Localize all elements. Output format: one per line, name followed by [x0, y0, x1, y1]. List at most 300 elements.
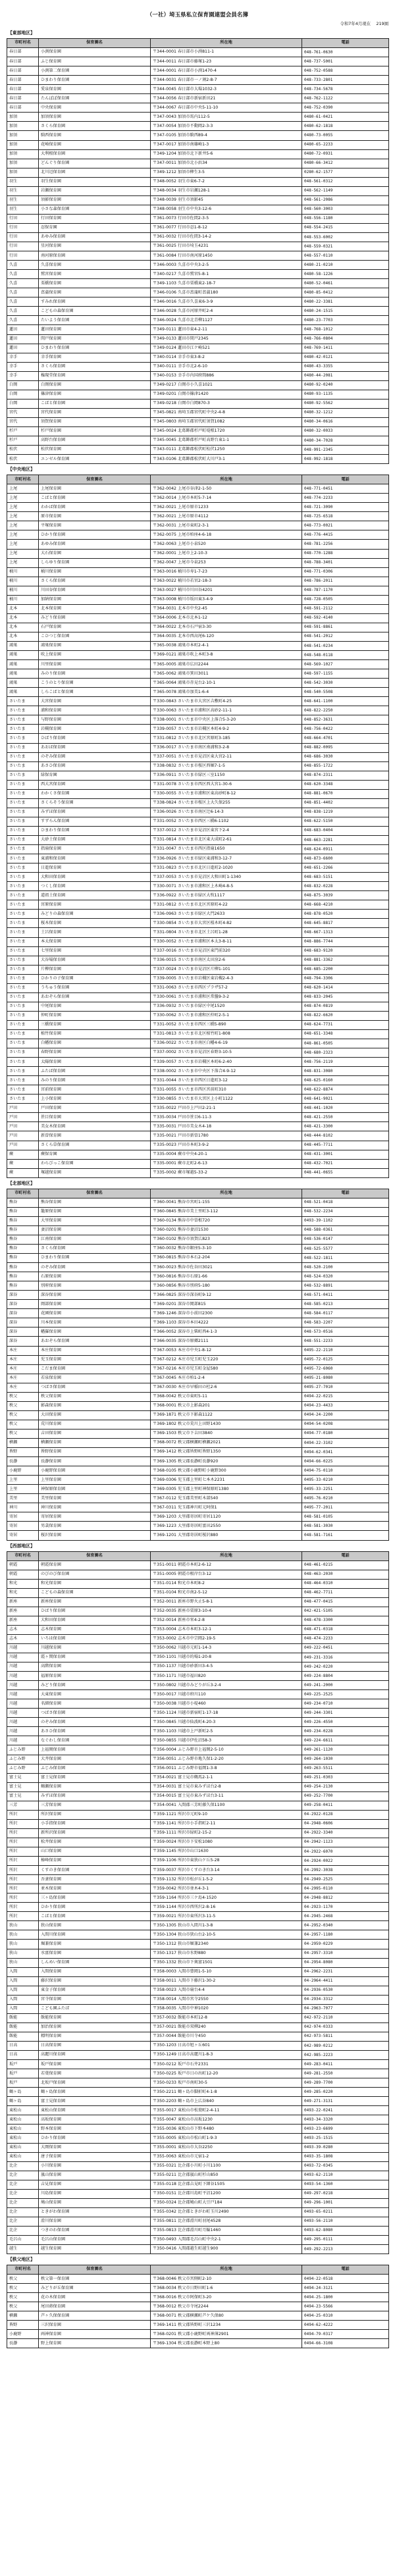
table-row	[7, 660, 389, 669]
cell-municipality: 熊谷	[7, 1281, 39, 1291]
cell-address: 〒337-0002 さいたま市見沼区春野3-10-5	[151, 1048, 302, 1058]
cell-name: 栗橋保育園	[39, 279, 151, 288]
cell-address: 〒338-0002 さいたま市中央区下落合4-9-12	[151, 1067, 302, 1076]
table-row	[7, 1755, 389, 1764]
cell-phone: 0480-32-0033	[302, 426, 389, 436]
table-row	[7, 1448, 389, 1457]
cell-municipality: 北本	[7, 632, 39, 641]
table-row	[7, 2115, 389, 2125]
cell-name: 水富保育園	[39, 1949, 151, 1958]
cell-address: 〒330-0052 さいたま市浦和区本太3-8-11	[151, 937, 302, 946]
cell-address: 〒365-0062 鴻巣市箕田3011	[151, 669, 302, 679]
cell-name: 男衾保育園	[39, 1522, 151, 1531]
cell-name: 指扇保育園	[39, 845, 151, 854]
cell-name: こだま保育園	[39, 1364, 151, 1374]
cell-name: くすのき保育園	[39, 1866, 151, 1875]
cell-name: ふじ保育園	[39, 57, 151, 66]
cell-phone: 048-852-3631	[302, 715, 389, 725]
cell-phone: 049-264-1030	[302, 1755, 389, 1764]
table-row	[7, 734, 389, 743]
cell-name: 上小保育園	[39, 1095, 151, 1104]
column-header-phone: 電話	[302, 1189, 389, 1198]
cell-phone: 0494-62-0341	[302, 1448, 389, 1457]
cell-municipality: 杉戸	[7, 426, 39, 436]
table-row	[7, 48, 389, 57]
cell-phone: 0495-33-2251	[302, 1485, 389, 1494]
cell-name: 並木保育園	[39, 1884, 151, 1893]
table-row	[7, 1782, 389, 1791]
cell-name: なぐわし保育園	[39, 1736, 151, 1745]
cell-name: 若泉保育園	[39, 1374, 151, 1383]
cell-municipality: 美里	[7, 1494, 39, 1503]
cell-municipality: 富士見	[7, 1782, 39, 1791]
cell-municipality: さいたま	[7, 1011, 39, 1020]
cell-address: 〒362-0075 上尾市柏座4-6-18	[151, 530, 302, 540]
table-row	[7, 1773, 389, 1782]
cell-address: 〒368-0034 秩父市日野田町1-6	[151, 2284, 302, 2293]
cell-address: 〒337-0024 さいたま市見沼区片柳1-101	[151, 965, 302, 974]
cell-phone: 048-581-3030	[302, 1522, 389, 1531]
table-row	[7, 1512, 389, 1522]
cell-phone: 049-222-0451	[302, 1643, 389, 1653]
cell-phone: 048-728-0505	[302, 595, 389, 604]
cell-phone: 0495-27-7010	[302, 1383, 389, 1392]
cell-name: 川里保育園	[39, 660, 151, 669]
cell-municipality: 深谷	[7, 1309, 39, 1318]
cell-municipality: 所沢	[7, 1893, 39, 1903]
table-row	[7, 1764, 389, 1773]
cell-address: 〒335-0031 戸田市美女木4-18	[151, 1122, 302, 1131]
cell-name: こどもの森保育園	[39, 1588, 151, 1597]
cell-address: 〒335-0034 戸田市笹目6-11-3	[151, 1113, 302, 1122]
table-row	[7, 1607, 389, 1616]
table-row	[7, 2311, 389, 2321]
cell-address: 〒335-0022 戸田市上戸田2-21-1	[151, 1104, 302, 1113]
cell-address: 〒368-0001 秩父市上影森201	[151, 1401, 302, 1410]
cell-name: わらびっこ保育園	[39, 1159, 151, 1168]
cell-address: 〒365-0064 鴻巣市赤見台2-10-1	[151, 679, 302, 688]
cell-address: 〒363-0022 桶川市若宮2-18-3	[151, 577, 302, 586]
cell-municipality: 入間	[7, 1995, 39, 2004]
cell-name: こばと保育園	[39, 1912, 151, 1921]
table-row	[7, 688, 389, 697]
cell-phone: 048-554-2415	[302, 223, 389, 232]
cell-municipality: さいたま	[7, 928, 39, 937]
cell-address: 〒359-0042 所沢市並木4-3-1	[151, 1884, 302, 1893]
cell-municipality: 熊谷	[7, 1245, 39, 1254]
cell-address: 〒349-0218 白岡市白岡870-3	[151, 399, 302, 408]
cell-address: 〒362-0063 上尾市小泉520	[151, 540, 302, 549]
cell-municipality: 加須	[7, 140, 39, 149]
cell-name: 騎西保育園	[39, 131, 151, 140]
cell-phone: 04-2922-3340	[302, 1828, 389, 1838]
cell-name: 熊谷保育園	[39, 1198, 151, 1207]
column-header-municipality: 市町村名	[7, 1551, 39, 1560]
cell-address: 〒344-0056 春日部市新宿新田21	[151, 94, 302, 103]
cell-phone: 0480-62-1818	[302, 122, 389, 131]
cell-municipality: 比企	[7, 2226, 39, 2235]
cell-municipality: 東松山	[7, 2143, 39, 2152]
cell-municipality: 小鹿野	[7, 1466, 39, 1476]
cell-name: こうのとり保育園	[39, 679, 151, 688]
cell-municipality: 比企	[7, 2198, 39, 2207]
cell-address: 〒359-1145 所沢市山口1630	[151, 1847, 302, 1857]
cell-phone: 048-832-0228	[302, 882, 389, 891]
cell-phone: 049-251-0303	[302, 1773, 389, 1782]
cell-phone: 042-985-2223	[302, 2051, 389, 2060]
table-row	[7, 2161, 389, 2171]
cell-name: つばさ保育園	[39, 1383, 151, 1392]
cell-municipality: 日高	[7, 2051, 39, 2060]
cell-name: さくら保育園	[39, 362, 151, 371]
table-row	[7, 651, 389, 660]
page-title: （一社）埼玉県私立保育園連盟会員名簿	[146, 11, 249, 18]
cell-address: 〒367-0030 本庄市早稲田の杜2-6	[151, 1383, 302, 1392]
table-row	[7, 1476, 389, 1485]
cell-name: 七里保育園	[39, 946, 151, 956]
table-row	[7, 455, 389, 464]
cell-municipality: 本庄	[7, 1374, 39, 1383]
cell-municipality: 上尾	[7, 512, 39, 521]
cell-address: 〒350-0225 坂戸市日の出町12-20	[151, 2069, 302, 2078]
cell-address: 〒330-0062 さいたま市浦和区仲町2-5-1	[151, 1011, 302, 1020]
table-row	[7, 168, 389, 177]
cell-address: 〒338-0832 さいたま市桜区西堀7-1-5	[151, 761, 302, 771]
cell-address: 〒346-0028 久喜市河原井町2-4	[151, 307, 302, 316]
table-row	[7, 2180, 389, 2189]
cell-municipality: 所沢	[7, 1847, 39, 1857]
section-title: 【東部地区】	[8, 30, 35, 36]
cell-name: しんめい保育園	[39, 1958, 151, 1967]
cell-municipality: さいたま	[7, 919, 39, 928]
section-title: 【北部地区】	[8, 1180, 35, 1186]
cell-name: のぞみ保育園	[39, 1263, 151, 1272]
cell-phone: 049-297-0218	[302, 2189, 389, 2198]
cell-address: 〒346-0106 久喜市菖蒲町菖蒲180	[151, 288, 302, 297]
cell-name: 花崎保育園	[39, 140, 151, 149]
cell-name: 深谷保育園	[39, 1291, 151, 1300]
cell-address: 〒338-0824 さいたま市桜区上大久保255	[151, 798, 302, 808]
cell-name: 杉戸保育園	[39, 426, 151, 436]
cell-name: 大和田保育園	[39, 873, 151, 882]
cell-phone: 0493-62-2110	[302, 2171, 389, 2180]
cell-municipality: さいたま	[7, 1029, 39, 1039]
cell-address: 〒369-1305 秩父郡長瀞町長瀞920	[151, 1457, 302, 1466]
cell-phone: 048-641-9021	[302, 1095, 389, 1104]
cell-municipality: 鴻巣	[7, 679, 39, 688]
table-row	[7, 1076, 389, 1085]
cell-name: 大田保育園	[39, 1410, 151, 1420]
cell-address: 〒362-0001 上尾市上2-10-3	[151, 549, 302, 558]
cell-address: 〒350-2203 鶴ヶ島市上広谷840	[151, 2097, 302, 2106]
cell-municipality: 比企	[7, 2217, 39, 2226]
table-row	[7, 1681, 389, 1690]
cell-phone: 048-680-2323	[302, 1048, 389, 1058]
cell-address: 〒362-0021 上尾市原市1233	[151, 503, 302, 512]
cell-phone: 0495-21-8080	[302, 1374, 389, 1383]
cell-phone: 048-536-0147	[302, 1235, 389, 1244]
column-header-address: 所在地	[151, 1551, 302, 1560]
cell-name: 加治保育園	[39, 2022, 151, 2032]
cell-name: 児玉保育園	[39, 1355, 151, 1364]
cell-municipality: 深谷	[7, 1291, 39, 1300]
cell-municipality: 川越	[7, 1672, 39, 1681]
cell-name: 菖蒲保育園	[39, 288, 151, 297]
cell-phone: 049-224-6611	[302, 1736, 389, 1745]
cell-phone: 04-2952-0340	[302, 1921, 389, 1930]
cell-name: 影森保育園	[39, 1401, 151, 1410]
cell-phone: 048-478-3300	[302, 1616, 389, 1625]
table-row	[7, 232, 389, 242]
cell-municipality: 志木	[7, 1625, 39, 1634]
cell-phone: 048-770-1288	[302, 549, 389, 558]
cell-name: 高階保育園	[39, 1662, 151, 1672]
cell-phone: 048-561-0312	[302, 177, 389, 186]
table-row	[7, 1466, 389, 1476]
cell-phone: 048-833-2045	[302, 992, 389, 1002]
cell-phone: 048-591-8861	[302, 623, 389, 632]
cell-municipality: 鴻巣	[7, 651, 39, 660]
cell-phone: 0480-93-1135	[302, 390, 389, 399]
cell-municipality: 熊谷	[7, 1207, 39, 1216]
table-row	[7, 334, 389, 344]
section	[7, 1541, 388, 2255]
cell-address: 〒355-0001 東松山市大谷2250	[151, 2143, 302, 2152]
table-row	[7, 1884, 389, 1893]
cell-address: 〒358-0035 入間市中神1020	[151, 2004, 302, 2013]
table-row	[7, 1736, 389, 1745]
cell-address: 〒355-0017 東松山市松葉町2-4-11	[151, 2106, 302, 2115]
cell-address: 〒353-0004 志木市本町3-12-1	[151, 1625, 302, 1634]
table-row	[7, 1159, 389, 1168]
cell-phone: 048-532-2234	[302, 1207, 389, 1216]
cell-municipality: 行田	[7, 223, 39, 232]
table-row	[7, 1272, 389, 1281]
cell-address: 〒344-0011 春日部市藤塚1-23	[151, 57, 302, 66]
cell-name: 志木保育園	[39, 1625, 151, 1634]
cell-address: 〒350-0855 川越市伊佐沼58-3	[151, 1736, 302, 1745]
cell-address: 〒365-0078 鴻巣市加美1-6-4	[151, 688, 302, 697]
cell-municipality: 幸手	[7, 353, 39, 362]
table-row	[7, 1643, 389, 1653]
table-row	[7, 1699, 389, 1709]
cell-municipality: 北本	[7, 613, 39, 623]
cell-phone: 048-831-3080	[302, 1067, 389, 1076]
cell-phone: 048-584-0117	[302, 1309, 389, 1318]
cell-phone: 048-991-2345	[302, 446, 389, 455]
cell-phone: 049-281-2550	[302, 2069, 389, 2078]
cell-phone: 048-667-1313	[302, 928, 389, 937]
cell-name: 西大宮保育園	[39, 780, 151, 789]
cell-phone: 049-261-1120	[302, 1745, 389, 1755]
cell-phone: 049-263-5511	[302, 1764, 389, 1773]
table-row	[7, 743, 389, 752]
table-row	[7, 140, 389, 149]
table-row	[7, 891, 389, 900]
table-row	[7, 1838, 389, 1847]
cell-municipality: さいたま	[7, 910, 39, 919]
cell-address: 〒331-0044 さいたま市西区日進町3-12	[151, 1076, 302, 1085]
table-row	[7, 1383, 389, 1392]
table-row	[7, 761, 389, 771]
cell-phone: 0480-34-7028	[302, 436, 389, 446]
cell-name: 滑川保育園	[39, 2217, 151, 2226]
cell-phone: 0495-22-2110	[302, 1346, 389, 1355]
table-row	[7, 57, 389, 66]
table-row	[7, 1364, 389, 1374]
cell-municipality: 秩父	[7, 2275, 39, 2284]
cell-municipality: 東松山	[7, 2134, 39, 2143]
cell-municipality: 神川	[7, 1503, 39, 1512]
cell-name: 緑保育園	[39, 771, 151, 780]
cell-municipality: さいたま	[7, 1058, 39, 1067]
cell-name: 原市保育園	[39, 512, 151, 521]
cell-name: 桶川保育園	[39, 567, 151, 577]
table-row	[7, 270, 389, 279]
table-row	[7, 2078, 389, 2088]
cell-address: 〒331-0052 さいたま市西区三橋5-890	[151, 1020, 302, 1029]
cell-municipality: 東松山	[7, 2125, 39, 2134]
cell-address: 〒337-0016 さいたま市見沼区東門前320	[151, 946, 302, 956]
cell-phone: 048-620-3348	[302, 780, 389, 789]
cell-name: 吹上保育園	[39, 651, 151, 660]
table-header-row	[7, 39, 389, 48]
table-row	[7, 2013, 389, 2022]
cell-municipality: 皆野	[7, 2321, 39, 2330]
table-row	[7, 214, 389, 223]
cell-address: 〒331-0047 さいたま市西区指扇1650	[151, 845, 302, 854]
cell-municipality: 日高	[7, 2041, 39, 2050]
cell-municipality: 幸手	[7, 362, 39, 371]
table-row	[7, 408, 389, 417]
cell-name: わかば保育園	[39, 503, 151, 512]
cell-address: 〒347-0054 加須市不動岡2-3-3	[151, 122, 302, 131]
table-row	[7, 2245, 389, 2254]
cell-phone: 049-295-0111	[302, 2235, 389, 2244]
table-row	[7, 2284, 389, 2293]
cell-address: 〒350-1101 川越市的場1-20-8	[151, 1653, 302, 1662]
table-row	[7, 771, 389, 780]
cell-name: 嵐山保育園	[39, 2171, 151, 2180]
cell-name: みどり保育園	[39, 613, 151, 623]
cell-phone: 048-573-0516	[302, 1327, 389, 1337]
table-row	[7, 1503, 389, 1512]
cell-municipality: さいたま	[7, 891, 39, 900]
cell-phone: 048-733-2801	[302, 76, 389, 85]
cell-address: 〒335-0004 蕨市中央4-20-1	[151, 1150, 302, 1159]
cell-name: 笹目保育園	[39, 1113, 151, 1122]
table-row	[7, 494, 389, 503]
cell-address: 〒355-0321 比企郡小川町小川1100	[151, 2161, 302, 2171]
table-header-row	[7, 1551, 389, 1560]
page-date: 令和7年4月現在 219園	[340, 21, 388, 26]
cell-phone: 048-477-0415	[302, 1597, 389, 1607]
cell-address: 〒368-0016 秩父市阿保町3-20	[151, 2293, 302, 2302]
table-row	[7, 577, 389, 586]
cell-name: さくらそう保育園	[39, 798, 151, 808]
cell-municipality: さいたま	[7, 808, 39, 817]
table-row	[7, 1410, 389, 1420]
cell-municipality: 熊谷	[7, 1272, 39, 1281]
cell-name: 別府保育園	[39, 1281, 151, 1291]
table-row	[7, 2235, 389, 2244]
cell-address: 〒356-0004 ふじみ野市上福岡2-5-10	[151, 1745, 302, 1755]
cell-address: 〒355-0811 比企郡滑川町羽尾4528	[151, 2217, 302, 2226]
cell-address: 〒368-0071 秩父郡横瀬町芦ケ久保80	[151, 2311, 302, 2321]
cell-name: あゆみ保育園	[39, 232, 151, 242]
cell-name: 新所沢保育園	[39, 1828, 151, 1838]
cell-address: 〒363-0027 桶川市川田谷4201	[151, 586, 302, 595]
table-row	[7, 1662, 389, 1672]
cell-phone: 0494-62-4222	[302, 2321, 389, 2330]
table-row	[7, 1810, 389, 1819]
member-table	[7, 1189, 389, 1541]
cell-name: こども園ふたば	[39, 2004, 151, 2013]
cell-name: 若葉保育園	[39, 2069, 151, 2078]
table-row	[7, 1245, 389, 1254]
cell-phone: 0493-23-6699	[302, 2125, 389, 2134]
cell-address: 〒357-0044 飯能市川寺450	[151, 2032, 302, 2041]
cell-address: 〒369-1503 秩父市下吉田3840	[151, 1429, 302, 1438]
table-row	[7, 1579, 389, 1588]
table-row	[7, 2143, 389, 2152]
cell-address: 〒350-1332 狭山市下奥富1501	[151, 1958, 302, 1967]
cell-phone: 0480-58-1226	[302, 270, 389, 279]
cell-name: みどりの森保育園	[39, 910, 151, 919]
cell-phone: 048-551-2233	[302, 1337, 389, 1346]
cell-name: 横瀬保育園	[39, 1438, 151, 1447]
cell-name: 行田保育園	[39, 214, 151, 223]
table-row	[7, 521, 389, 530]
cell-address: 〒350-0493 入間郡毛呂山町中央2-1	[151, 2235, 302, 2244]
cell-phone: 048-822-6620	[302, 1011, 389, 1020]
cell-municipality: 狭山	[7, 1940, 39, 1949]
cell-phone: 048-625-0160	[302, 1076, 389, 1085]
table-row	[7, 1791, 389, 1801]
cell-name: 美里保育園	[39, 1494, 151, 1503]
cell-address: 〒367-0311 児玉郡神川町元阿保1	[151, 1503, 302, 1512]
cell-municipality: 本庄	[7, 1383, 39, 1392]
cell-municipality: 蕨	[7, 1150, 39, 1159]
cell-phone: 048-432-7021	[302, 1159, 389, 1168]
cell-municipality: 桶川	[7, 577, 39, 586]
cell-name: 坂戸保育園	[39, 2060, 151, 2069]
cell-municipality: 川越	[7, 1736, 39, 1745]
cell-address: 〒350-1124 川越市新宿町1-17-18	[151, 1709, 302, 1718]
cell-phone: 0494-75-0110	[302, 1466, 389, 1476]
cell-name: 越生保育園	[39, 2245, 151, 2254]
table-row	[7, 946, 389, 956]
cell-phone: 048-762-1122	[302, 94, 389, 103]
cell-municipality: さいたま	[7, 937, 39, 946]
cell-municipality: 秩父	[7, 1410, 39, 1420]
cell-name: つばさ保育園	[39, 1709, 151, 1718]
cell-address: 〒331-0055 さいたま市西区宮前町310	[151, 1085, 302, 1095]
cell-name: 東松山保育園	[39, 2106, 151, 2115]
cell-phone: 0480-72-0931	[302, 149, 389, 159]
table-row	[7, 1903, 389, 1912]
cell-municipality: さいたま	[7, 882, 39, 891]
cell-name: 東金子保育園	[39, 1986, 151, 1995]
cell-name: 高坂保育園	[39, 2115, 151, 2125]
table-row	[7, 1225, 389, 1235]
table-row	[7, 307, 389, 316]
table-row	[7, 251, 389, 261]
cell-name: 小渕保育園	[39, 48, 151, 57]
cell-phone: 04-2957-3310	[302, 1949, 389, 1958]
cell-municipality: 桶川	[7, 595, 39, 604]
table-row	[7, 725, 389, 734]
